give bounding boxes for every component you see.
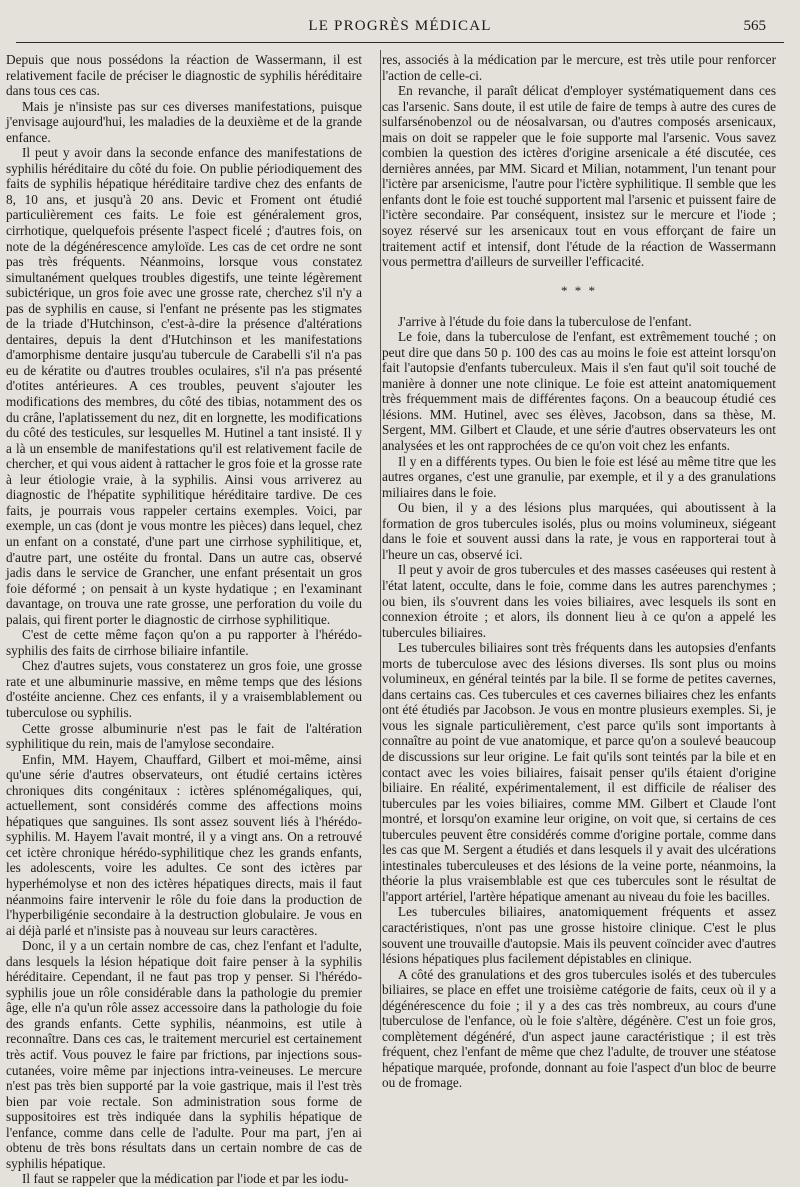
paragraph: Les tubercules biliaires sont très fréquents dans les autopsies d'enfants morts de tuberculose avec des lésions diverses. Ils sont plus ou moins volumineux, en général teintés par la bile. Il se forme de petites cavernes, dans certains cas. Ces tubercules et ces cavernes biliaires chez les enfants ont été étudiés par Jacobson. Je vous en montre plusieurs exemples. Si, je vous les signale particulièrement, c'est parce qu'ils sont importants à connaître au point de vue anatomique, et parce qu'on a soulevé beaucoup de discussions sur leur origine. Le fait qu'ils sont teintés par la bile et en contact avec les voies biliaires, faisait penser qu'ils étaient d'origine biliaire. En réalité, expérimentalement, il est difficile de réaliser des tubercules par les voies biliaires, comme MM. Gilbert et Claude l'ont montré, et lorsqu'on examine leur origine, on voit que, si certains de ces tubercules peuvent être considérés comme d'origine portale, comme dans les cas que M. Sergent a étudiés et dans lesquels il y avait des ulcérations intestinales tuberculeuses et des lésions de la veine porte, néanmoins, la théorie la plus vraisemblable est que ces tubercules sont le résultat de l'apport artériel, l'artère hépatique amenant au niveau du foie les bacilles. (382, 640, 776, 904)
paragraph: res, associés à la médication par le mercure, est très utile pour renforcer l'action de celle-ci. (382, 52, 776, 83)
paragraph: Les tubercules biliaires, anatomiquement fréquents et assez caractéristiques, n'ont pas une grosse histoire clinique. C'est le plus souvent une trouvaille d'autopsie. Mais ils peuvent coïncider avec d'autres lésions hépatiques plus facilement dépistables en clinique. (382, 904, 776, 967)
paragraph: Il faut se rappeler que la médication par l'iode et par les iodu- (22, 1171, 349, 1187)
paragraph: Le foie, dans la tuberculose de l'enfant, est extrêmement touché ; on peut dire que dans 50 p. 100 des cas au moins le foie est atteint lorsqu'on fait l'autopsie d'enfants tuberculeux. Mais il s'en faut qu'il soit touché de manière à donner une note clinique. Le foie est atteint anatomiquement très fréquemment mais de différentes façons. On a beaucoup étudié ces lésions. MM. Hutinel, avec ses élèves, Jacobson, dans sa thèse, M. Sergent, MM. Gilbert et Claude, et une série d'autres observateurs les ont analysées et les ont rapprochées de ce qu'on voit chez les enfants. (382, 329, 776, 454)
paragraph: Il peut y avoir dans la seconde enfance des manifestations de syphilis héréditaire du côté du foie. On publie périodiquement des faits de syphilis hépatique héréditaire tardive chez des enfants de 8, 10 ans, et jusqu'à 20 ans. Devic et Froment ont étudié particulièrement ces faits. Le foie est généralement gros, cirrhotique, quelquefois présente l'aspect ficelé ; d'autres fois, on note de la dégénérescence amyloïde. Les cas de cet ordre ne sont pas très fréquents. Néanmoins, lorsque vous constatez simultanément quelques troubles digestifs, une teinte légèrement subictérique, un gros foie avec une grosse rate, cherchez s'il n'y a pas de syphilis en cause, si l'enfant ne présente pas les stigmates de la triade d'Hutchinson, c'est-à-dire la présence d'altérations dentaires, depuis la dent d'Hutchinson et les manifestations d'amorphisme dentaire jusqu'au tubercule de Carabelli s'il n'a pas eu de kératite ou d'autres troubles oculaires, s'il n'a pas présenté d'otites antérieures. A ces troubles, peuvent s'ajouter les modifications des membres, du côté des tibias, notamment des os du crâne, l'aplatissement du nez, dit en lorgnette, les modifications du côté des testicules, sur lesquelles M. Hutinel a tant insisté. Il y a là un ensemble de manifestations qu'il est relativement facile de chercher, et qui vous aident à rattacher le gros foie et la grosse rate à leur étiologie vraie, à la syphilis. Ainsi vous arriverez au diagnostic de l'hépatite syphilitique héréditaire tardive. De ces faits, je pourrais vous rappeler certains exemples. Voici, par exemple, un cas (dont je vous montre les pièces) dans lequel, chez un enfant on a constaté, d'une part une cirrhose syphilitique, et, d'autre part, une ostéite du frontal. Dans un autre cas, observé jadis dans le service de Grancher, une enfant présentait un gros foie déformé ; on pensait à un kyste hydatique ; en l'examinant davantage, on trouva une rate grosse, une perforation du voile du palais, qui firent porter le diagnostic de cirrhose syphilitique. (6, 145, 362, 627)
paragraph: Il peut y avoir de gros tubercules et des masses caséeuses qui restent à l'état latent, occulte, dans le foie, comme dans les autres parenchymes ; ou bien, ils s'ouvrent dans les voies biliaires, avec lesquels ils sont en connexion étroite ; et alors, ils donnent lieu à ce qu'on a appelé les tubercules biliaires. (382, 562, 776, 640)
left-column (6, 52, 362, 1187)
right-column (382, 52, 776, 1091)
paragraph: Depuis que nous possédons la réaction de Wassermann, il est relativement facile de préciser le diagnostic de syphilis héréditaire dans tous ces cas. (6, 52, 362, 99)
running-title: LE PROGRÈS MÉDICAL (308, 18, 492, 34)
header-rule (16, 42, 784, 43)
section-asterism: * * * (561, 282, 597, 298)
paragraph: C'est de cette même façon qu'on a pu rapporter à l'hérédo-syphilis des faits de cirrhose biliaire infantile. (6, 627, 362, 658)
paragraph: Enfin, MM. Hayem, Chauffard, Gilbert et moi-même, ainsi qu'une série d'autres observateurs, ont étudié certains ictères chroniques dits congénitaux : ictères splénomégaliques, qui, actuellement, sont considérés comme des affections moins hépatiques que sanguines. Ils sont assez souvent liés à l'hérédo-syphilis. M. Hayem l'avait montré, il y a vingt ans. On a retrouvé cet ictère chronique hérédo-syphilitique chez les grands enfants, les adolescents, voire les adultes. Ce sont des ictères par hyperhémolyse et non des ictères hépatiques directs, mais il faut néanmoins faire intervenir le rôle du foie dans la production de l'hyperbiligénie secondaire à la destruction globulaire. Je vous en ai déjà parlé et n'insiste pas à nouveau sur leurs caractères. (6, 751, 362, 938)
page-header (0, 14, 800, 38)
paragraph: Donc, il y a un certain nombre de cas, chez l'enfant et l'adulte, dans lesquels la lésion hépatique doit faire penser à la syphilis héréditaire. Cependant, il ne faut pas trop y penser. Si l'hérédo-syphilis joue un rôle considérable dans la pathologie du premier âge, elle n'a qu'un rôle assez accessoire dans la pathologie du foie des grands enfants. Cette syphilis, néanmoins, est utile à reconnaître. Dans ces cas, le traitement mercuriel est certainement très actif. Vous pouvez le faire par frictions, par injections sous-cutanées, voire même par injections intra-veineuses. Le mercure n'est pas très bien supporté par la voie gastrique, mais il l'est très bien par voie rectale. Son administration sous forme de suppositoires est très indiquée dans la syphilis hépatique de l'enfance, comme dans celle de l'adulte. Pour ma part, j'en ai obtenu de très bons résultats dans un certain nombre de cas de syphilis hépatique. (6, 938, 362, 1171)
section-opening: J'arrive à l'étude du foie dans la tuberculose de l'enfant. (398, 313, 692, 329)
paragraph: Chez d'autres sujets, vous constaterez un gros foie, une grosse rate et une albuminurie massive, en même temps que des lésions d'ostéite ancienne. Chez ces enfants, il y a vraisemblablement ou tuberculose ou syphilis. (6, 658, 362, 720)
paragraph: Cette grosse albuminurie n'est pas le fait de l'altération syphilitique du rein, mais de l'amylose secondaire. (6, 720, 362, 752)
paragraph: A côté des granulations et des gros tubercules isolés et des tubercules biliaires, se place en effet une troisième catégorie de faits, ceux où il y a dégénérescence du foie ; il y a des cas très nombreux, au cours d'une tuberculose de l'enfance, où le foie s'altère, dégénère. C'est un foie gros, complètement dégénéré, d'un aspect jaune caractéristique ; il est très fréquent, chez l'enfant de même que chez l'adulte, de trouver une stéatose hépatique marquée, profonde, donnant au foie l'aspect d'un bloc de beurre ou de fromage. (382, 966, 776, 1091)
paragraph: Mais je n'insiste pas sur ces diverses manifestations, puisque j'envisage aujourd'hui, les maladies de la deuxième et de la grande enfance. (6, 98, 362, 145)
paragraph: En revanche, il paraît délicat d'employer systématiquement dans ces cas l'arsenic. Sans doute, il est utile de faire de temps à autre des cures de sulfarsénobenzol ou de néosalvarsan, ou d'autres composés arsenicaux, mais on doit se rappeler que le foie supporte mal l'arsenic. Vous savez combien la question des ictères d'origine arsenicale a été discutée, ces dernières années, par MM. Sicard et Milian, notamment, l'un tenant pour l'ictère par arsenicisme, l'autre pour l'ictère syphilitique. Il semble que les enfants dont le foie est touché supportent mal l'arsenic et puissent faire de l'ictère secondaire. Par conséquent, insistez sur le mercure et l'iode ; soyez réservé sur les arsenicaux tout en vous efforçant de faire un traitement actif et intensif, dont l'étude de la réaction de Wassermann vous permettra d'ailleurs de surveiller l'efficacité. (382, 83, 776, 270)
column-divider (380, 50, 381, 1030)
paragraph: Il y en a différents types. Ou bien le foie est lésé au même titre que les autres organes, c'est une granulie, par exemple, et il y a des granulations miliaires dans le foie. (382, 453, 776, 500)
page-number: 565 (743, 18, 766, 34)
paragraph: Ou bien, il y a des lésions plus marquées, qui aboutissent à la formation de gros tubercules isolés, plus ou moins volumineux, siégeant dans le foie et souvent aussi dans la rate, je vous en rapporterai tout à l'heure un cas, observé ici. (382, 500, 776, 562)
